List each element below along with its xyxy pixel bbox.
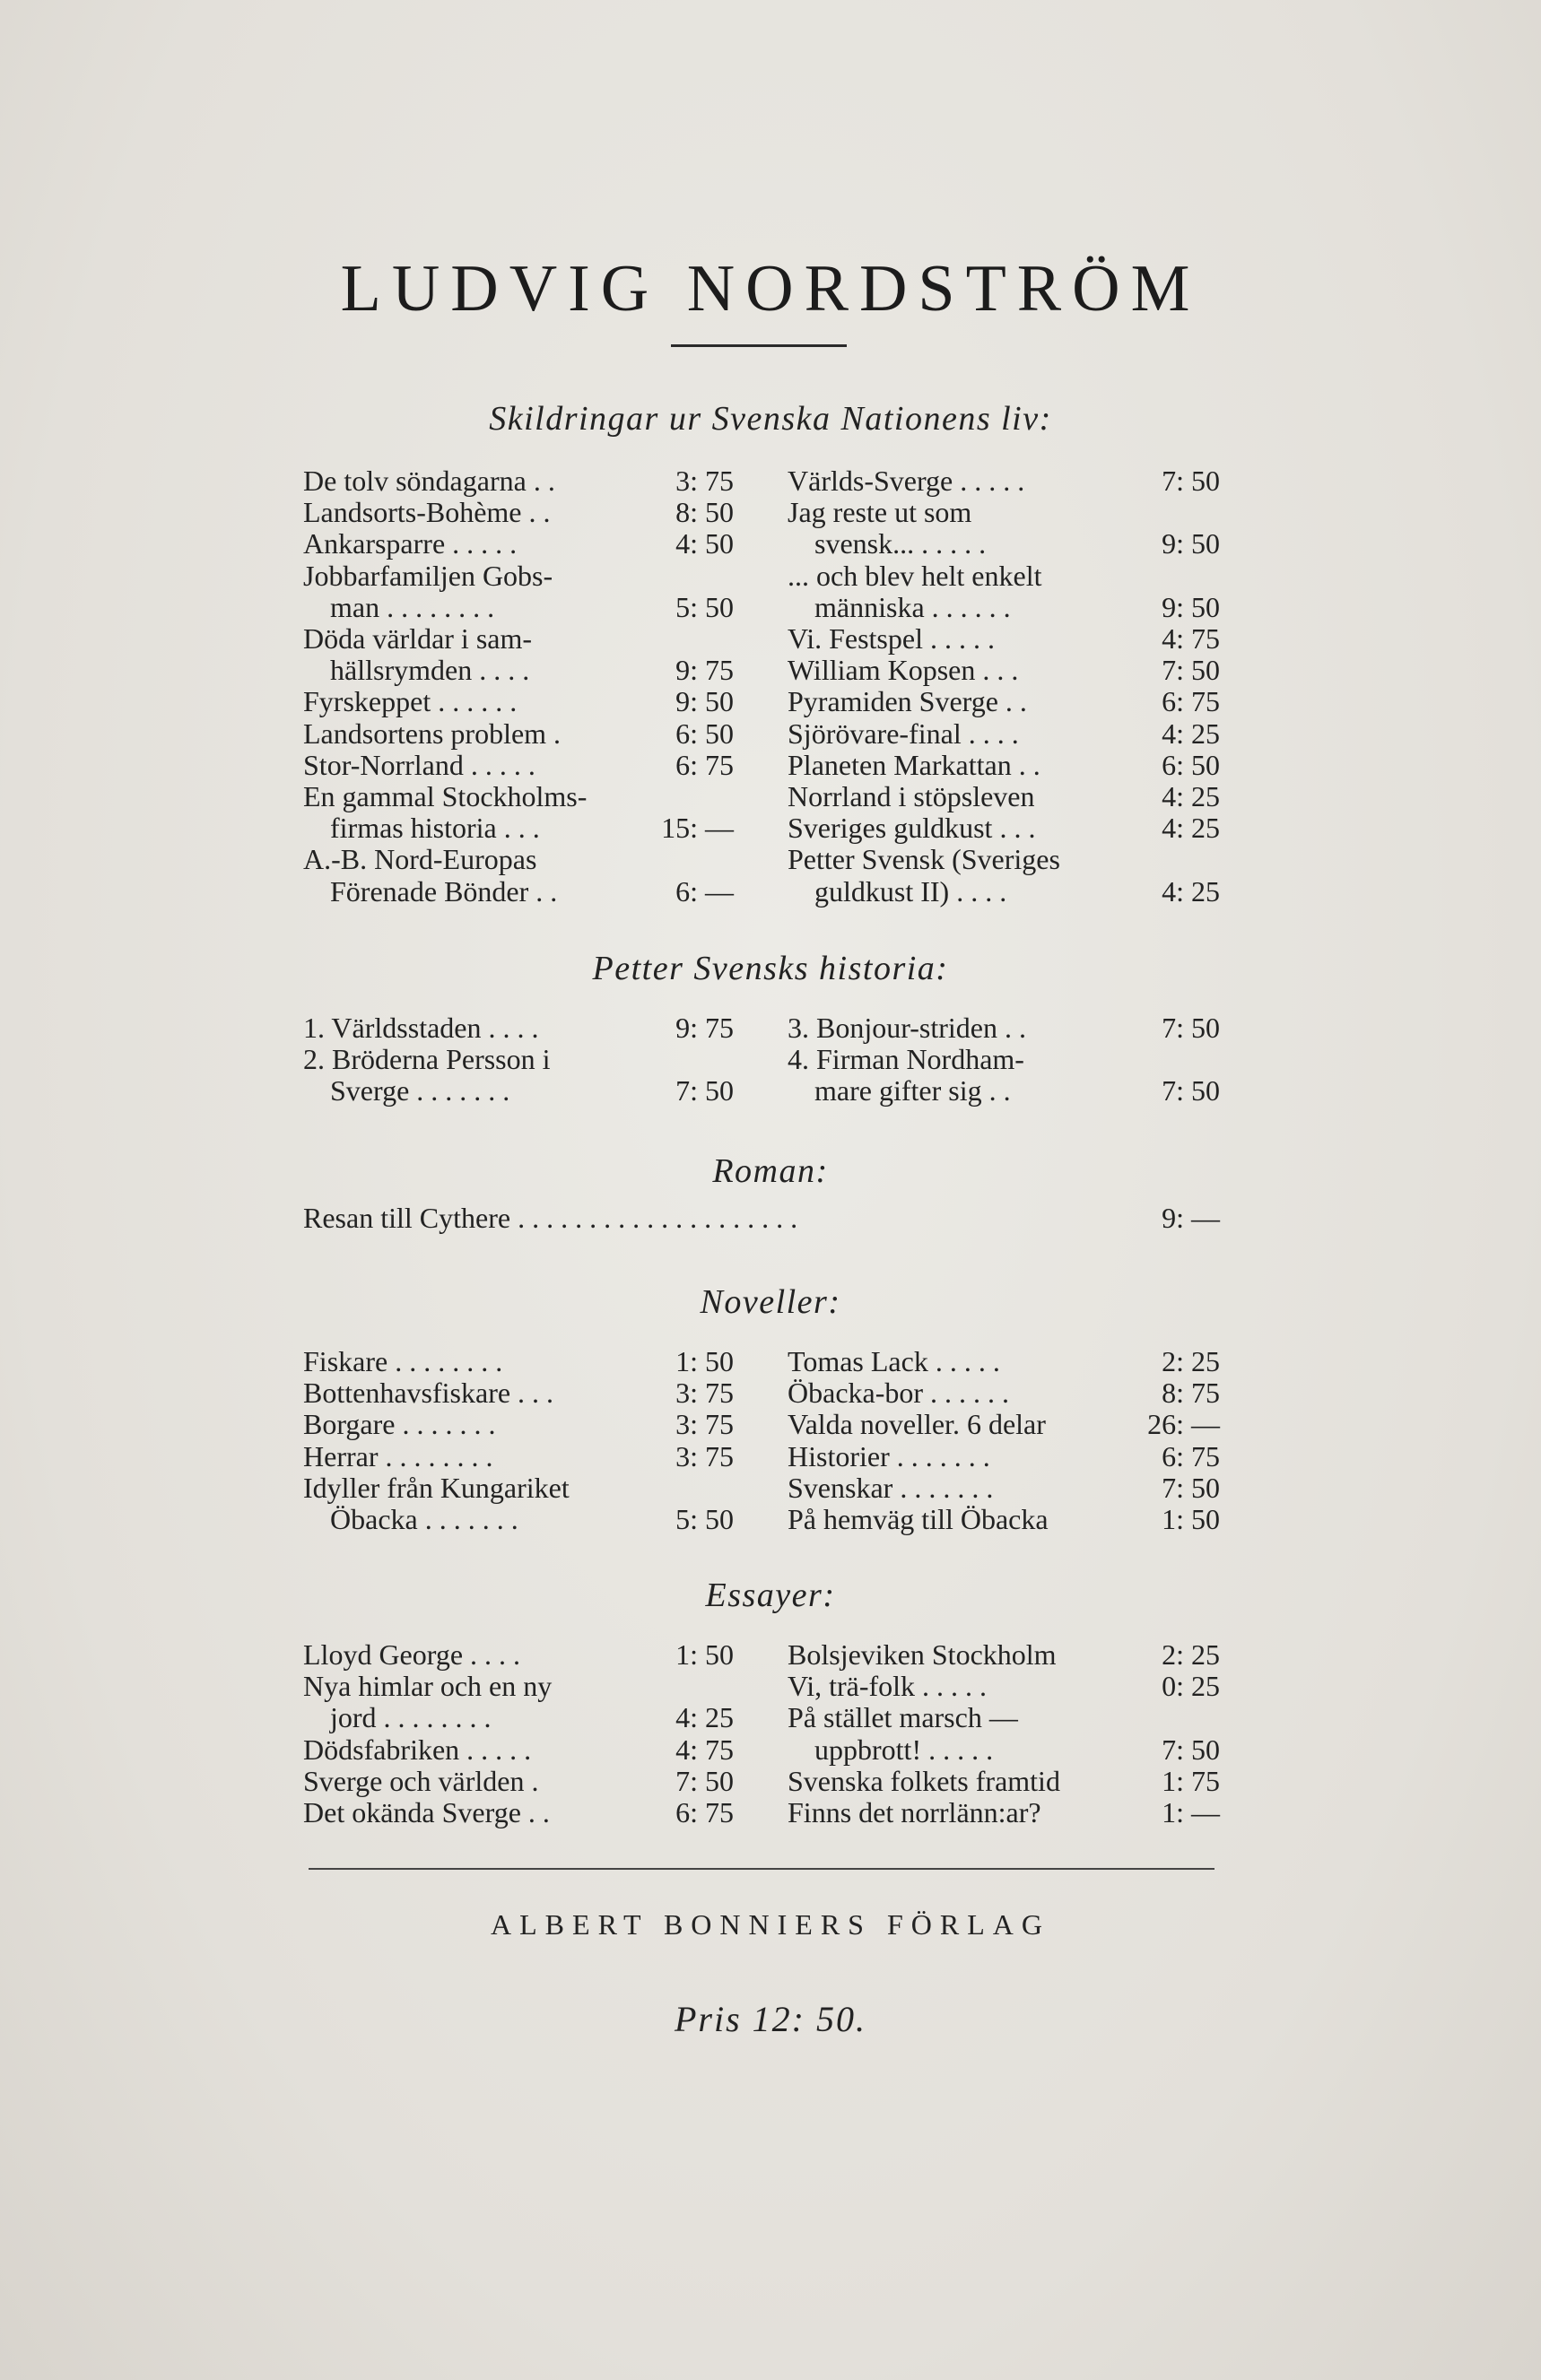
item-title: Öbacka . . . . . . . <box>330 1503 518 1535</box>
item-title: Vi, trä-folk . . . . . <box>788 1670 988 1703</box>
item-price: 2: 25 <box>1162 1345 1220 1377</box>
item-title: ... och blev helt enkelt <box>788 559 1042 592</box>
item-price: 4: 25 <box>1162 812 1220 845</box>
item-price: 8: 50 <box>675 496 734 529</box>
item-price: 9: 50 <box>1162 590 1220 623</box>
item-title: Sjörövare-final . . . . <box>788 717 1019 750</box>
item-price: 15: — <box>661 812 734 845</box>
item-title: guldkust II) . . . . <box>814 874 1007 908</box>
item-price: 6: 75 <box>675 1796 734 1828</box>
item-price: 9: 75 <box>675 654 734 687</box>
item-title: William Kopsen . . . <box>788 654 1019 687</box>
item-price: 3: 75 <box>675 465 734 497</box>
item-title: Svenskar . . . . . . . <box>788 1471 994 1504</box>
item-price: 3: 75 <box>675 1377 734 1410</box>
item-title: 2. Bröderna Persson i <box>303 1043 551 1076</box>
item-title: mare gifter sig . . <box>814 1074 1011 1107</box>
item-price: 6: 50 <box>675 717 734 750</box>
item-title: Idyller från Kungariket <box>303 1471 570 1504</box>
item-title: Fiskare . . . . . . . . <box>303 1345 503 1377</box>
item-title: Världs-Sverge . . . . . <box>788 465 1025 497</box>
item-price: 7: 50 <box>1162 654 1220 687</box>
publisher: ALBERT BONNIERS FÖRLAG <box>491 1908 1050 1941</box>
item-price: 0: 25 <box>1162 1670 1220 1703</box>
item-title: Öbacka-bor . . . . . . <box>788 1377 1010 1410</box>
item-title: Bolsjeviken Stockholm <box>788 1638 1057 1671</box>
item-title: På hemväg till Öbacka <box>788 1503 1049 1535</box>
section-heading: Noveller: <box>700 1283 841 1321</box>
item-title: Herrar . . . . . . . . <box>303 1439 493 1472</box>
item-title: Jobbarfamiljen Gobs- <box>303 559 553 592</box>
item-price: 6: 50 <box>1162 748 1220 781</box>
item-title: Nya himlar och en ny <box>303 1670 553 1703</box>
item-price: 3: 75 <box>675 1439 734 1472</box>
item-price: 1: 50 <box>1162 1503 1220 1535</box>
item-price: 7: 50 <box>1162 1471 1220 1504</box>
item-price: 26: — <box>1147 1408 1220 1441</box>
item-title: Bottenhavsfiskare . . . <box>303 1377 554 1410</box>
section-heading: Skildringar ur Svenska Nationens liv: <box>489 400 1052 438</box>
item-price: 7: 50 <box>1162 465 1220 497</box>
item-title: svensk... . . . . . <box>814 527 987 560</box>
item-price: 9: — <box>1162 1202 1220 1234</box>
item-title: Historier . . . . . . . <box>788 1439 990 1472</box>
item-title: Tomas Lack . . . . . <box>788 1345 1000 1377</box>
section-heading: Essayer: <box>705 1577 836 1614</box>
item-price: 9: 75 <box>675 1012 734 1044</box>
item-title: Stor-Norrland . . . . . <box>303 748 535 781</box>
item-title: På stället marsch — <box>788 1701 1018 1734</box>
item-title: man . . . . . . . . <box>330 590 495 623</box>
item-title: Landsorts-Bohème . . <box>303 496 551 529</box>
section-heading: Roman: <box>712 1152 829 1190</box>
price: Pris 12: 50. <box>675 1999 866 2039</box>
item-title: En gammal Stockholms- <box>303 780 588 812</box>
item-price: 5: 50 <box>675 590 734 623</box>
item-title: 4. Firman Nordham- <box>788 1043 1024 1076</box>
item-title: Borgare . . . . . . . <box>303 1408 496 1441</box>
section-heading: Petter Svensks historia: <box>592 950 949 987</box>
item-price: 7: 50 <box>1162 1074 1220 1107</box>
item-price: 8: 75 <box>1162 1377 1220 1410</box>
item-title: Norrland i stöpsleven <box>788 780 1035 812</box>
item-title: Lloyd George . . . . <box>303 1638 521 1671</box>
item-title: Pyramiden Sverge . . <box>788 685 1027 718</box>
title-rule <box>671 344 847 347</box>
item-price: 7: 50 <box>1162 1012 1220 1044</box>
item-price: 4: 25 <box>1162 874 1220 908</box>
item-title: Valda noveller. 6 delar <box>788 1408 1046 1441</box>
item-title: Landsortens problem . <box>303 717 562 750</box>
item-title: Resan till Cythere . . . . . . . . . . . . . . . . . . . . <box>303 1202 798 1234</box>
item-price: 7: 50 <box>675 1764 734 1797</box>
item-title: Jag reste ut som <box>788 496 972 529</box>
item-title: Svenska folkets framtid <box>788 1764 1060 1797</box>
item-title: Ankarsparre . . . . . <box>303 527 518 560</box>
item-price: 3: 75 <box>675 1408 734 1441</box>
item-price: 4: 25 <box>1162 717 1220 750</box>
item-title: uppbrott! . . . . . <box>814 1733 994 1766</box>
item-price: 4: 50 <box>675 527 734 560</box>
item-title: jord . . . . . . . . <box>330 1701 492 1734</box>
item-price: 1: 50 <box>675 1638 734 1671</box>
item-title: 3. Bonjour-striden . . <box>788 1012 1026 1044</box>
item-title: Dödsfabriken . . . . . <box>303 1733 532 1766</box>
item-title: Petter Svensk (Sveriges <box>788 843 1060 876</box>
item-price: 7: 50 <box>675 1074 734 1107</box>
author-name: LUDVIG NORDSTRÖM <box>340 252 1201 326</box>
item-price: 7: 50 <box>1162 1733 1220 1766</box>
item-title: De tolv söndagarna . . <box>303 465 555 497</box>
item-price: 1: 50 <box>675 1345 734 1377</box>
item-price: 6: 75 <box>675 748 734 781</box>
item-title: Vi. Festspel . . . . . <box>788 622 995 655</box>
item-title: Förenade Bönder . . <box>330 874 558 908</box>
item-price: 9: 50 <box>675 685 734 718</box>
item-price: 5: 50 <box>675 1503 734 1535</box>
item-price: 4: 75 <box>675 1733 734 1766</box>
item-price: 4: 75 <box>1162 622 1220 655</box>
item-price: 1: — <box>1162 1796 1220 1828</box>
item-price: 6: 75 <box>1162 685 1220 718</box>
footer-rule <box>309 1868 1215 1870</box>
item-price: 1: 75 <box>1162 1764 1220 1797</box>
item-title: A.-B. Nord-Europas <box>303 843 537 876</box>
item-title: Det okända Sverge . . <box>303 1796 550 1828</box>
item-title: Döda världar i sam- <box>303 622 533 655</box>
item-title: Planeten Markattan . . <box>788 748 1040 781</box>
item-title: Sverge och världen . <box>303 1764 539 1797</box>
item-price: 6: 75 <box>1162 1439 1220 1472</box>
item-price: 2: 25 <box>1162 1638 1220 1671</box>
item-title: människa . . . . . . <box>814 590 1011 623</box>
item-title: 1. Världsstaden . . . . <box>303 1012 539 1044</box>
item-title: Sverge . . . . . . . <box>330 1074 510 1107</box>
item-title: hällsrymden . . . . <box>330 654 530 687</box>
item-price: 4: 25 <box>675 1701 734 1734</box>
item-price: 9: 50 <box>1162 527 1220 560</box>
item-price: 4: 25 <box>1162 780 1220 812</box>
item-price: 6: — <box>675 874 734 908</box>
item-title: Fyrskeppet . . . . . . <box>303 685 518 718</box>
item-title: Finns det norrlänn:ar? <box>788 1796 1041 1828</box>
item-title: firmas historia . . . <box>330 812 540 845</box>
item-title: Sveriges guldkust . . . <box>788 812 1036 845</box>
